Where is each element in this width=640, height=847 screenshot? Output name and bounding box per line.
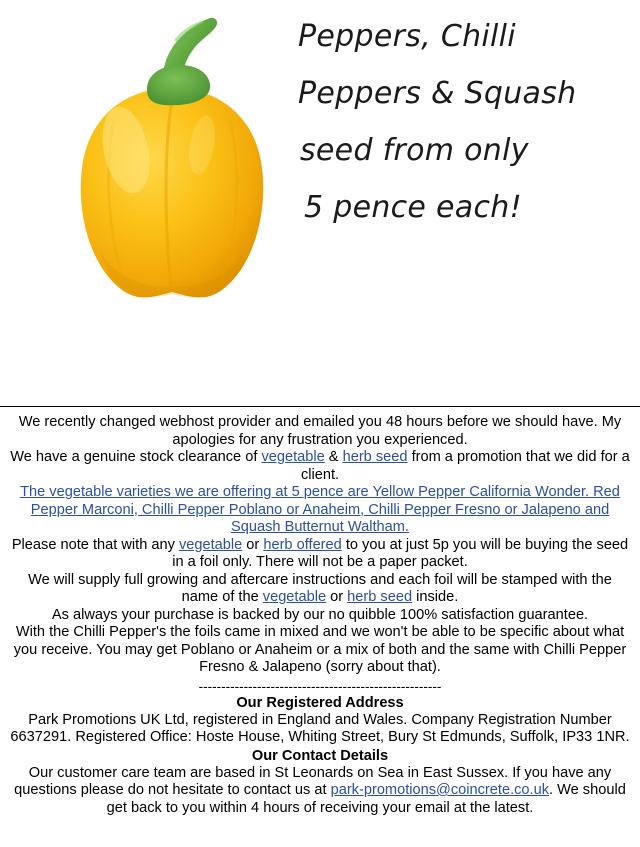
contact-text-after: . We should get back to you within 4 hours of receiving your email at the latest. <box>106 782 626 816</box>
paragraph-guarantee <box>8 607 632 625</box>
p2-text-mid: & <box>324 449 343 465</box>
headline-line-1: Peppers, Chilli <box>298 19 516 54</box>
paragraph-foil-note <box>8 537 632 572</box>
p4-text-after: to you at just 5p you will be buying the seed in a foil only. There will not be a paper packet. <box>172 536 629 570</box>
paragraph-guarantee-text: As always your purchase is backed by our no quibble 100% satisfaction guarantee. <box>51 606 589 623</box>
paragraph-chilli-mix-text: With the Chilli Pepper's the foils came in mixed and we won't be able to be specific about what you receive. You may get Poblano or Anaheim or a mix of both and the same with Chilli Pepper Fresno & Jalapeno (sorry about that). <box>13 624 627 675</box>
p4-text-before: Please note that with any <box>11 536 179 553</box>
paragraph-instructions <box>8 572 632 607</box>
link-herb-seed-2[interactable]: herb seed <box>347 589 413 605</box>
headline-line-3: seed from only <box>300 133 529 168</box>
pepper-image <box>52 0 292 330</box>
promo-banner <box>0 0 640 400</box>
registered-address-text: Park Promotions UK Ltd, registered in England and Wales. Company Registration Number 6637291. Registered Office: Hoste House, Whiting Street, Bury St Edmunds, Suffolk, IP33 1NR. <box>10 711 630 745</box>
contact-details-title: Our Contact Details <box>251 747 389 764</box>
paragraph-chilli-mix <box>8 624 632 677</box>
link-herb-seed-1[interactable]: herb seed <box>342 449 408 465</box>
contact-text-before: Our customer care team are based in St Leonards on Sea in East Sussex. If you have any questions please do not hesitate to contact us at <box>14 764 612 798</box>
p2-text-after: from a promotion that we did for a client. <box>300 449 630 483</box>
link-herb-offered[interactable]: herb offered <box>263 536 342 553</box>
link-vegetable-3[interactable]: vegetable <box>262 589 327 605</box>
headline-line-4: 5 pence each! <box>304 190 522 225</box>
email-body <box>0 414 640 817</box>
link-vegetable-1[interactable]: vegetable <box>261 449 325 465</box>
paragraph-apology <box>8 414 632 449</box>
dashed-separator: ------------------------------------------------------ <box>198 678 442 694</box>
paragraph-apology-text: We recently changed webhost provider and emailed you 48 hours before we should have. My apologies for any frustration you experienced. <box>18 414 622 448</box>
link-varieties[interactable]: The vegetable varieties we are offering at 5 pence are Yellow Pepper California Wonder. Red Pepper Marconi, Chilli Pepper Poblano or Anaheim, Chilli Pepper Fresno or Jalapeno and Squash Butternut Waltham. <box>20 484 620 535</box>
p4-text-mid: or <box>242 536 264 553</box>
contact-details-text <box>8 765 632 818</box>
paragraph-stock-clearance <box>8 449 632 484</box>
banner-headline <box>298 8 628 236</box>
p2-text-before: We have a genuine stock clearance of <box>10 449 262 465</box>
p5-text-mid: or <box>326 589 348 605</box>
p5-text-after: inside. <box>412 589 459 605</box>
divider-rule <box>0 406 640 407</box>
headline-line-2: Peppers & Squash <box>298 76 577 111</box>
p5-text-before: We will supply full growing and aftercare instructions and each foil will be stamped with the name of the <box>28 571 612 605</box>
link-vegetable-2[interactable]: vegetable <box>178 536 243 553</box>
paragraph-varieties <box>8 484 632 537</box>
registered-address-title: Our Registered Address <box>236 694 404 711</box>
link-contact-email[interactable]: park-promotions@coincrete.co.uk <box>330 782 550 798</box>
